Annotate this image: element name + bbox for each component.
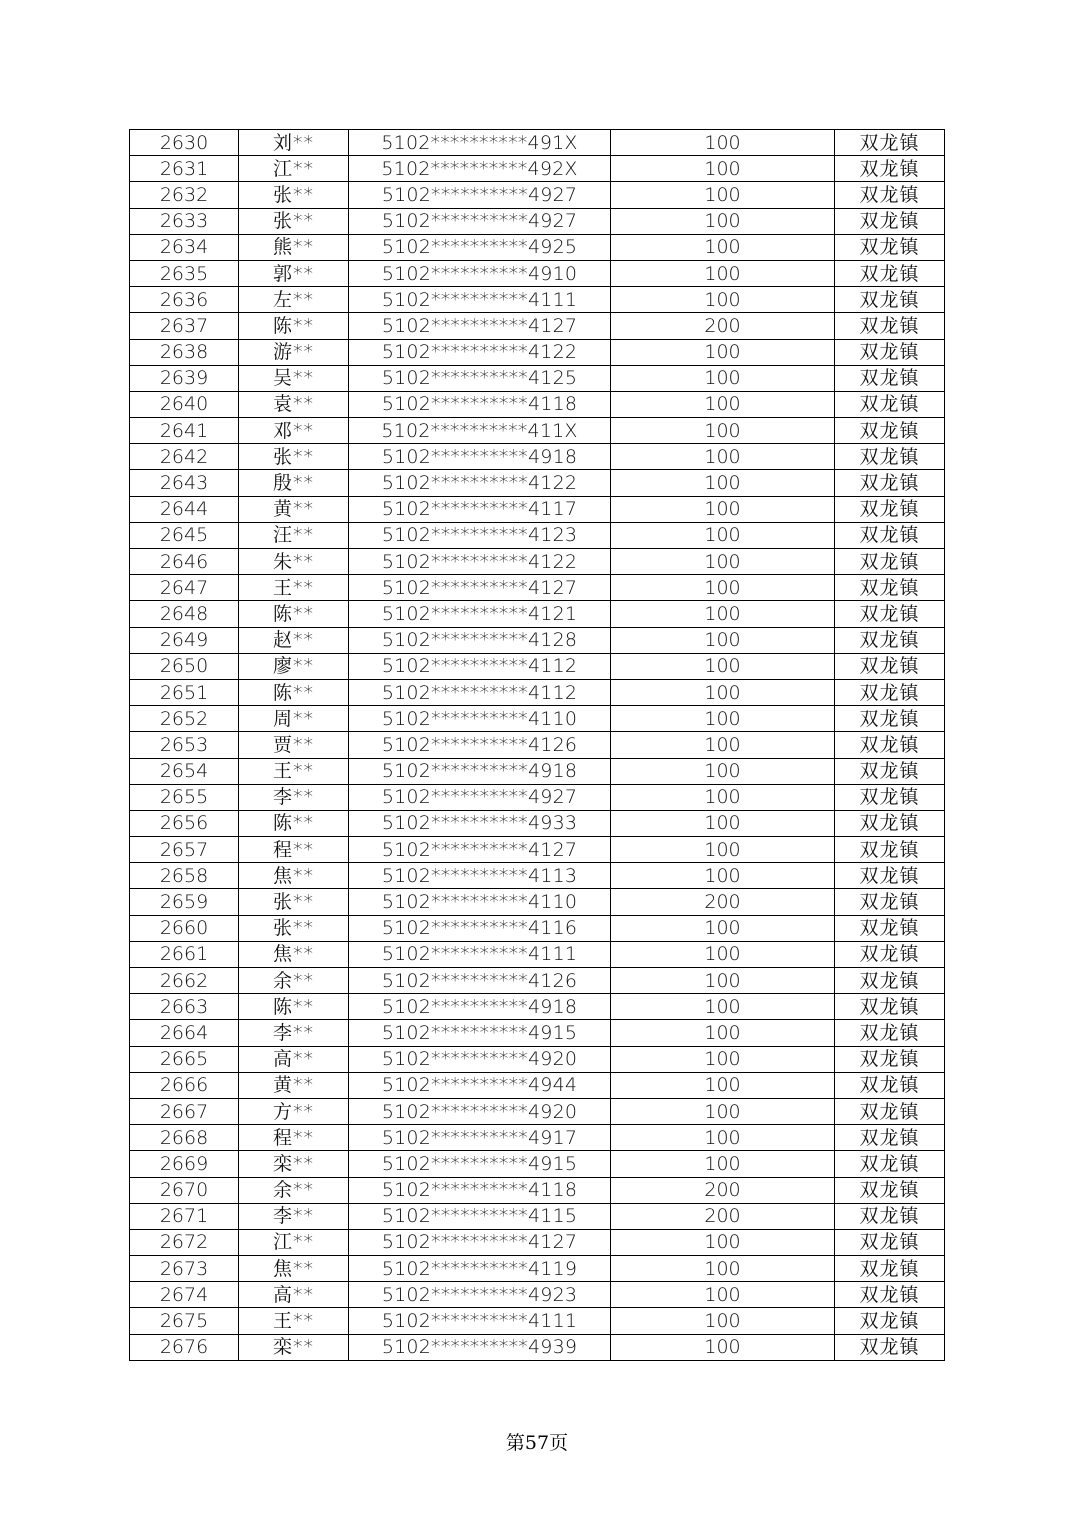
cell-name: 廖** xyxy=(239,653,349,679)
cell-amount: 200 xyxy=(611,1203,835,1229)
cell-id-number: 5102**********4116 xyxy=(349,915,611,941)
cell-amount: 100 xyxy=(611,1046,835,1072)
cell-id-number: 5102**********4119 xyxy=(349,1256,611,1282)
cell-amount: 100 xyxy=(611,549,835,575)
cell-id-number: 5102**********4127 xyxy=(349,837,611,863)
cell-number: 2666 xyxy=(130,1072,239,1098)
table-row xyxy=(130,549,945,575)
cell-amount: 100 xyxy=(611,1256,835,1282)
cell-amount: 100 xyxy=(611,260,835,286)
cell-number: 2631 xyxy=(130,156,239,182)
table-row xyxy=(130,1229,945,1255)
cell-amount: 100 xyxy=(611,496,835,522)
page-number: 第57页 xyxy=(505,1432,569,1454)
cell-number: 2655 xyxy=(130,784,239,810)
cell-amount: 100 xyxy=(611,1072,835,1098)
cell-name: 张** xyxy=(239,208,349,234)
cell-town: 双龙镇 xyxy=(835,130,945,156)
roster-table xyxy=(129,129,945,1361)
cell-id-number: 5102**********4127 xyxy=(349,575,611,601)
cell-town: 双龙镇 xyxy=(835,941,945,967)
cell-number: 2636 xyxy=(130,287,239,313)
cell-town: 双龙镇 xyxy=(835,601,945,627)
table-row xyxy=(130,810,945,836)
cell-name: 陈** xyxy=(239,313,349,339)
cell-amount: 100 xyxy=(611,1282,835,1308)
cell-town: 双龙镇 xyxy=(835,1072,945,1098)
cell-amount: 100 xyxy=(611,339,835,365)
cell-id-number: 5102**********4110 xyxy=(349,706,611,732)
cell-amount: 100 xyxy=(611,522,835,548)
cell-town: 双龙镇 xyxy=(835,1203,945,1229)
cell-town: 双龙镇 xyxy=(835,260,945,286)
cell-name: 程** xyxy=(239,837,349,863)
table-row xyxy=(130,968,945,994)
cell-amount: 100 xyxy=(611,732,835,758)
cell-number: 2676 xyxy=(130,1334,239,1360)
cell-town: 双龙镇 xyxy=(835,391,945,417)
cell-number: 2675 xyxy=(130,1308,239,1334)
cell-number: 2669 xyxy=(130,1151,239,1177)
cell-id-number: 5102**********4915 xyxy=(349,1020,611,1046)
cell-number: 2670 xyxy=(130,1177,239,1203)
cell-id-number: 5102**********4918 xyxy=(349,994,611,1020)
cell-name: 余** xyxy=(239,1177,349,1203)
cell-amount: 100 xyxy=(611,365,835,391)
table-row xyxy=(130,994,945,1020)
table-row xyxy=(130,627,945,653)
table-row xyxy=(130,182,945,208)
cell-town: 双龙镇 xyxy=(835,679,945,705)
cell-id-number: 5102**********492X xyxy=(349,156,611,182)
cell-id-number: 5102**********4917 xyxy=(349,1125,611,1151)
cell-town: 双龙镇 xyxy=(835,1046,945,1072)
table-row xyxy=(130,1177,945,1203)
cell-number: 2672 xyxy=(130,1229,239,1255)
cell-id-number: 5102**********4122 xyxy=(349,470,611,496)
cell-amount: 100 xyxy=(611,968,835,994)
cell-id-number: 5102**********4918 xyxy=(349,444,611,470)
table-row xyxy=(130,915,945,941)
cell-number: 2662 xyxy=(130,968,239,994)
cell-id-number: 5102**********4920 xyxy=(349,1098,611,1124)
cell-id-number: 5102**********4111 xyxy=(349,941,611,967)
cell-id-number: 5102**********4112 xyxy=(349,679,611,705)
cell-number: 2667 xyxy=(130,1098,239,1124)
cell-id-number: 5102**********4933 xyxy=(349,810,611,836)
cell-number: 2653 xyxy=(130,732,239,758)
cell-number: 2642 xyxy=(130,444,239,470)
cell-town: 双龙镇 xyxy=(835,627,945,653)
table-row xyxy=(130,1334,945,1360)
cell-number: 2664 xyxy=(130,1020,239,1046)
cell-town: 双龙镇 xyxy=(835,1151,945,1177)
cell-name: 朱** xyxy=(239,549,349,575)
cell-id-number: 5102**********491X xyxy=(349,130,611,156)
cell-name: 张** xyxy=(239,182,349,208)
cell-name: 李** xyxy=(239,1020,349,1046)
cell-number: 2644 xyxy=(130,496,239,522)
cell-amount: 100 xyxy=(611,208,835,234)
table-row xyxy=(130,1020,945,1046)
cell-number: 2659 xyxy=(130,889,239,915)
cell-number: 2663 xyxy=(130,994,239,1020)
cell-amount: 100 xyxy=(611,941,835,967)
cell-town: 双龙镇 xyxy=(835,234,945,260)
cell-name: 吴** xyxy=(239,365,349,391)
cell-town: 双龙镇 xyxy=(835,1125,945,1151)
cell-id-number: 5102**********4121 xyxy=(349,601,611,627)
cell-amount: 100 xyxy=(611,863,835,889)
cell-amount: 100 xyxy=(611,156,835,182)
cell-id-number: 5102**********4915 xyxy=(349,1151,611,1177)
cell-number: 2652 xyxy=(130,706,239,732)
table-row xyxy=(130,679,945,705)
cell-number: 2656 xyxy=(130,810,239,836)
cell-town: 双龙镇 xyxy=(835,1308,945,1334)
cell-name: 游** xyxy=(239,339,349,365)
table-row xyxy=(130,1046,945,1072)
cell-name: 张** xyxy=(239,444,349,470)
cell-number: 2665 xyxy=(130,1046,239,1072)
cell-amount: 100 xyxy=(611,1334,835,1360)
table-row xyxy=(130,1072,945,1098)
cell-id-number: 5102**********4111 xyxy=(349,287,611,313)
cell-town: 双龙镇 xyxy=(835,470,945,496)
cell-number: 2634 xyxy=(130,234,239,260)
cell-id-number: 5102**********4910 xyxy=(349,260,611,286)
table-row xyxy=(130,522,945,548)
cell-id-number: 5102**********4925 xyxy=(349,234,611,260)
cell-id-number: 5102**********4927 xyxy=(349,182,611,208)
cell-name: 邓** xyxy=(239,418,349,444)
cell-town: 双龙镇 xyxy=(835,1177,945,1203)
cell-id-number: 5102**********4115 xyxy=(349,1203,611,1229)
cell-id-number: 5102**********4927 xyxy=(349,784,611,810)
cell-number: 2671 xyxy=(130,1203,239,1229)
cell-town: 双龙镇 xyxy=(835,706,945,732)
cell-id-number: 5102**********4923 xyxy=(349,1282,611,1308)
cell-name: 陈** xyxy=(239,994,349,1020)
cell-town: 双龙镇 xyxy=(835,1098,945,1124)
table-row xyxy=(130,784,945,810)
cell-town: 双龙镇 xyxy=(835,810,945,836)
cell-town: 双龙镇 xyxy=(835,522,945,548)
cell-town: 双龙镇 xyxy=(835,444,945,470)
cell-id-number: 5102**********4122 xyxy=(349,549,611,575)
cell-town: 双龙镇 xyxy=(835,1229,945,1255)
cell-name: 黄** xyxy=(239,1072,349,1098)
cell-id-number: 5102**********4128 xyxy=(349,627,611,653)
table-row xyxy=(130,1282,945,1308)
cell-number: 2649 xyxy=(130,627,239,653)
cell-name: 熊** xyxy=(239,234,349,260)
cell-id-number: 5102**********4939 xyxy=(349,1334,611,1360)
cell-id-number: 5102**********4944 xyxy=(349,1072,611,1098)
table-row xyxy=(130,1125,945,1151)
cell-amount: 100 xyxy=(611,994,835,1020)
cell-number: 2630 xyxy=(130,130,239,156)
cell-town: 双龙镇 xyxy=(835,496,945,522)
cell-number: 2668 xyxy=(130,1125,239,1151)
cell-name: 张** xyxy=(239,915,349,941)
cell-town: 双龙镇 xyxy=(835,156,945,182)
cell-name: 贾** xyxy=(239,732,349,758)
cell-amount: 100 xyxy=(611,915,835,941)
cell-number: 2633 xyxy=(130,208,239,234)
cell-amount: 100 xyxy=(611,653,835,679)
cell-amount: 100 xyxy=(611,130,835,156)
cell-number: 2657 xyxy=(130,837,239,863)
cell-id-number: 5102**********4920 xyxy=(349,1046,611,1072)
cell-town: 双龙镇 xyxy=(835,653,945,679)
cell-number: 2674 xyxy=(130,1282,239,1308)
cell-town: 双龙镇 xyxy=(835,994,945,1020)
cell-id-number: 5102**********4125 xyxy=(349,365,611,391)
cell-amount: 100 xyxy=(611,784,835,810)
table-row xyxy=(130,575,945,601)
table-row xyxy=(130,1151,945,1177)
table-row xyxy=(130,1256,945,1282)
table-row xyxy=(130,601,945,627)
table-row xyxy=(130,156,945,182)
cell-name: 焦** xyxy=(239,1256,349,1282)
table-row xyxy=(130,1308,945,1334)
cell-id-number: 5102**********4112 xyxy=(349,653,611,679)
table-row xyxy=(130,208,945,234)
cell-name: 高** xyxy=(239,1046,349,1072)
cell-town: 双龙镇 xyxy=(835,1334,945,1360)
cell-id-number: 5102**********4123 xyxy=(349,522,611,548)
cell-town: 双龙镇 xyxy=(835,837,945,863)
cell-amount: 100 xyxy=(611,627,835,653)
cell-amount: 100 xyxy=(611,837,835,863)
cell-name: 陈** xyxy=(239,601,349,627)
cell-amount: 100 xyxy=(611,1125,835,1151)
cell-town: 双龙镇 xyxy=(835,915,945,941)
cell-name: 刘** xyxy=(239,130,349,156)
cell-amount: 200 xyxy=(611,1177,835,1203)
cell-amount: 100 xyxy=(611,182,835,208)
cell-amount: 100 xyxy=(611,601,835,627)
cell-town: 双龙镇 xyxy=(835,732,945,758)
cell-id-number: 5102**********4122 xyxy=(349,339,611,365)
cell-name: 焦** xyxy=(239,863,349,889)
cell-name: 栾** xyxy=(239,1334,349,1360)
cell-amount: 100 xyxy=(611,810,835,836)
cell-number: 2639 xyxy=(130,365,239,391)
cell-amount: 100 xyxy=(611,1151,835,1177)
cell-number: 2645 xyxy=(130,522,239,548)
table-row xyxy=(130,496,945,522)
cell-amount: 100 xyxy=(611,391,835,417)
cell-name: 江** xyxy=(239,156,349,182)
table-row xyxy=(130,653,945,679)
cell-amount: 100 xyxy=(611,234,835,260)
cell-town: 双龙镇 xyxy=(835,863,945,889)
cell-id-number: 5102**********411X xyxy=(349,418,611,444)
cell-name: 陈** xyxy=(239,679,349,705)
cell-id-number: 5102**********4110 xyxy=(349,889,611,915)
cell-number: 2650 xyxy=(130,653,239,679)
cell-amount: 100 xyxy=(611,444,835,470)
cell-name: 殷** xyxy=(239,470,349,496)
table-row xyxy=(130,837,945,863)
cell-id-number: 5102**********4113 xyxy=(349,863,611,889)
cell-town: 双龙镇 xyxy=(835,549,945,575)
table-row xyxy=(130,758,945,784)
cell-number: 2658 xyxy=(130,863,239,889)
cell-town: 双龙镇 xyxy=(835,365,945,391)
cell-number: 2660 xyxy=(130,915,239,941)
cell-town: 双龙镇 xyxy=(835,889,945,915)
cell-name: 高** xyxy=(239,1282,349,1308)
cell-name: 余** xyxy=(239,968,349,994)
cell-number: 2637 xyxy=(130,313,239,339)
roster-table-body xyxy=(130,130,945,1361)
cell-town: 双龙镇 xyxy=(835,418,945,444)
table-row xyxy=(130,287,945,313)
cell-town: 双龙镇 xyxy=(835,1282,945,1308)
cell-name: 张** xyxy=(239,889,349,915)
table-row xyxy=(130,260,945,286)
cell-id-number: 5102**********4111 xyxy=(349,1308,611,1334)
cell-amount: 100 xyxy=(611,470,835,496)
cell-name: 栾** xyxy=(239,1151,349,1177)
cell-name: 赵** xyxy=(239,627,349,653)
cell-number: 2646 xyxy=(130,549,239,575)
cell-amount: 200 xyxy=(611,889,835,915)
cell-amount: 100 xyxy=(611,418,835,444)
cell-name: 江** xyxy=(239,1229,349,1255)
cell-id-number: 5102**********4127 xyxy=(349,1229,611,1255)
cell-town: 双龙镇 xyxy=(835,1020,945,1046)
cell-id-number: 5102**********4927 xyxy=(349,208,611,234)
cell-name: 王** xyxy=(239,1308,349,1334)
cell-number: 2661 xyxy=(130,941,239,967)
table-row xyxy=(130,1203,945,1229)
table-row xyxy=(130,1098,945,1124)
cell-town: 双龙镇 xyxy=(835,784,945,810)
cell-number: 2640 xyxy=(130,391,239,417)
cell-town: 双龙镇 xyxy=(835,758,945,784)
cell-name: 程** xyxy=(239,1125,349,1151)
table-row xyxy=(130,313,945,339)
table-row xyxy=(130,706,945,732)
cell-name: 方** xyxy=(239,1098,349,1124)
cell-name: 李** xyxy=(239,784,349,810)
cell-name: 袁** xyxy=(239,391,349,417)
cell-town: 双龙镇 xyxy=(835,313,945,339)
table-row xyxy=(130,365,945,391)
cell-number: 2632 xyxy=(130,182,239,208)
cell-amount: 100 xyxy=(611,287,835,313)
cell-amount: 100 xyxy=(611,679,835,705)
table-row xyxy=(130,391,945,417)
cell-amount: 100 xyxy=(611,1020,835,1046)
cell-name: 黄** xyxy=(239,496,349,522)
cell-name: 焦** xyxy=(239,941,349,967)
cell-town: 双龙镇 xyxy=(835,575,945,601)
cell-town: 双龙镇 xyxy=(835,182,945,208)
cell-name: 王** xyxy=(239,758,349,784)
table-row xyxy=(130,418,945,444)
cell-number: 2648 xyxy=(130,601,239,627)
table-row xyxy=(130,234,945,260)
cell-name: 李** xyxy=(239,1203,349,1229)
cell-name: 王** xyxy=(239,575,349,601)
cell-id-number: 5102**********4126 xyxy=(349,732,611,758)
cell-town: 双龙镇 xyxy=(835,208,945,234)
cell-name: 周** xyxy=(239,706,349,732)
cell-name: 陈** xyxy=(239,810,349,836)
cell-id-number: 5102**********4918 xyxy=(349,758,611,784)
cell-number: 2635 xyxy=(130,260,239,286)
cell-amount: 100 xyxy=(611,575,835,601)
cell-number: 2641 xyxy=(130,418,239,444)
cell-id-number: 5102**********4127 xyxy=(349,313,611,339)
table-row xyxy=(130,863,945,889)
cell-amount: 100 xyxy=(611,1098,835,1124)
cell-amount: 100 xyxy=(611,1308,835,1334)
table-row xyxy=(130,732,945,758)
cell-town: 双龙镇 xyxy=(835,287,945,313)
table-row xyxy=(130,941,945,967)
cell-number: 2654 xyxy=(130,758,239,784)
cell-name: 左** xyxy=(239,287,349,313)
cell-id-number: 5102**********4118 xyxy=(349,1177,611,1203)
cell-amount: 200 xyxy=(611,313,835,339)
cell-amount: 100 xyxy=(611,1229,835,1255)
cell-id-number: 5102**********4117 xyxy=(349,496,611,522)
cell-number: 2647 xyxy=(130,575,239,601)
cell-town: 双龙镇 xyxy=(835,339,945,365)
table-row xyxy=(130,339,945,365)
cell-name: 郭** xyxy=(239,260,349,286)
cell-town: 双龙镇 xyxy=(835,1256,945,1282)
table-row xyxy=(130,444,945,470)
cell-name: 汪** xyxy=(239,522,349,548)
cell-id-number: 5102**********4126 xyxy=(349,968,611,994)
cell-town: 双龙镇 xyxy=(835,968,945,994)
table-row xyxy=(130,889,945,915)
cell-amount: 100 xyxy=(611,758,835,784)
cell-number: 2643 xyxy=(130,470,239,496)
cell-number: 2638 xyxy=(130,339,239,365)
cell-amount: 100 xyxy=(611,706,835,732)
cell-number: 2651 xyxy=(130,679,239,705)
cell-number: 2673 xyxy=(130,1256,239,1282)
cell-id-number: 5102**********4118 xyxy=(349,391,611,417)
table-row xyxy=(130,470,945,496)
table-row xyxy=(130,130,945,156)
